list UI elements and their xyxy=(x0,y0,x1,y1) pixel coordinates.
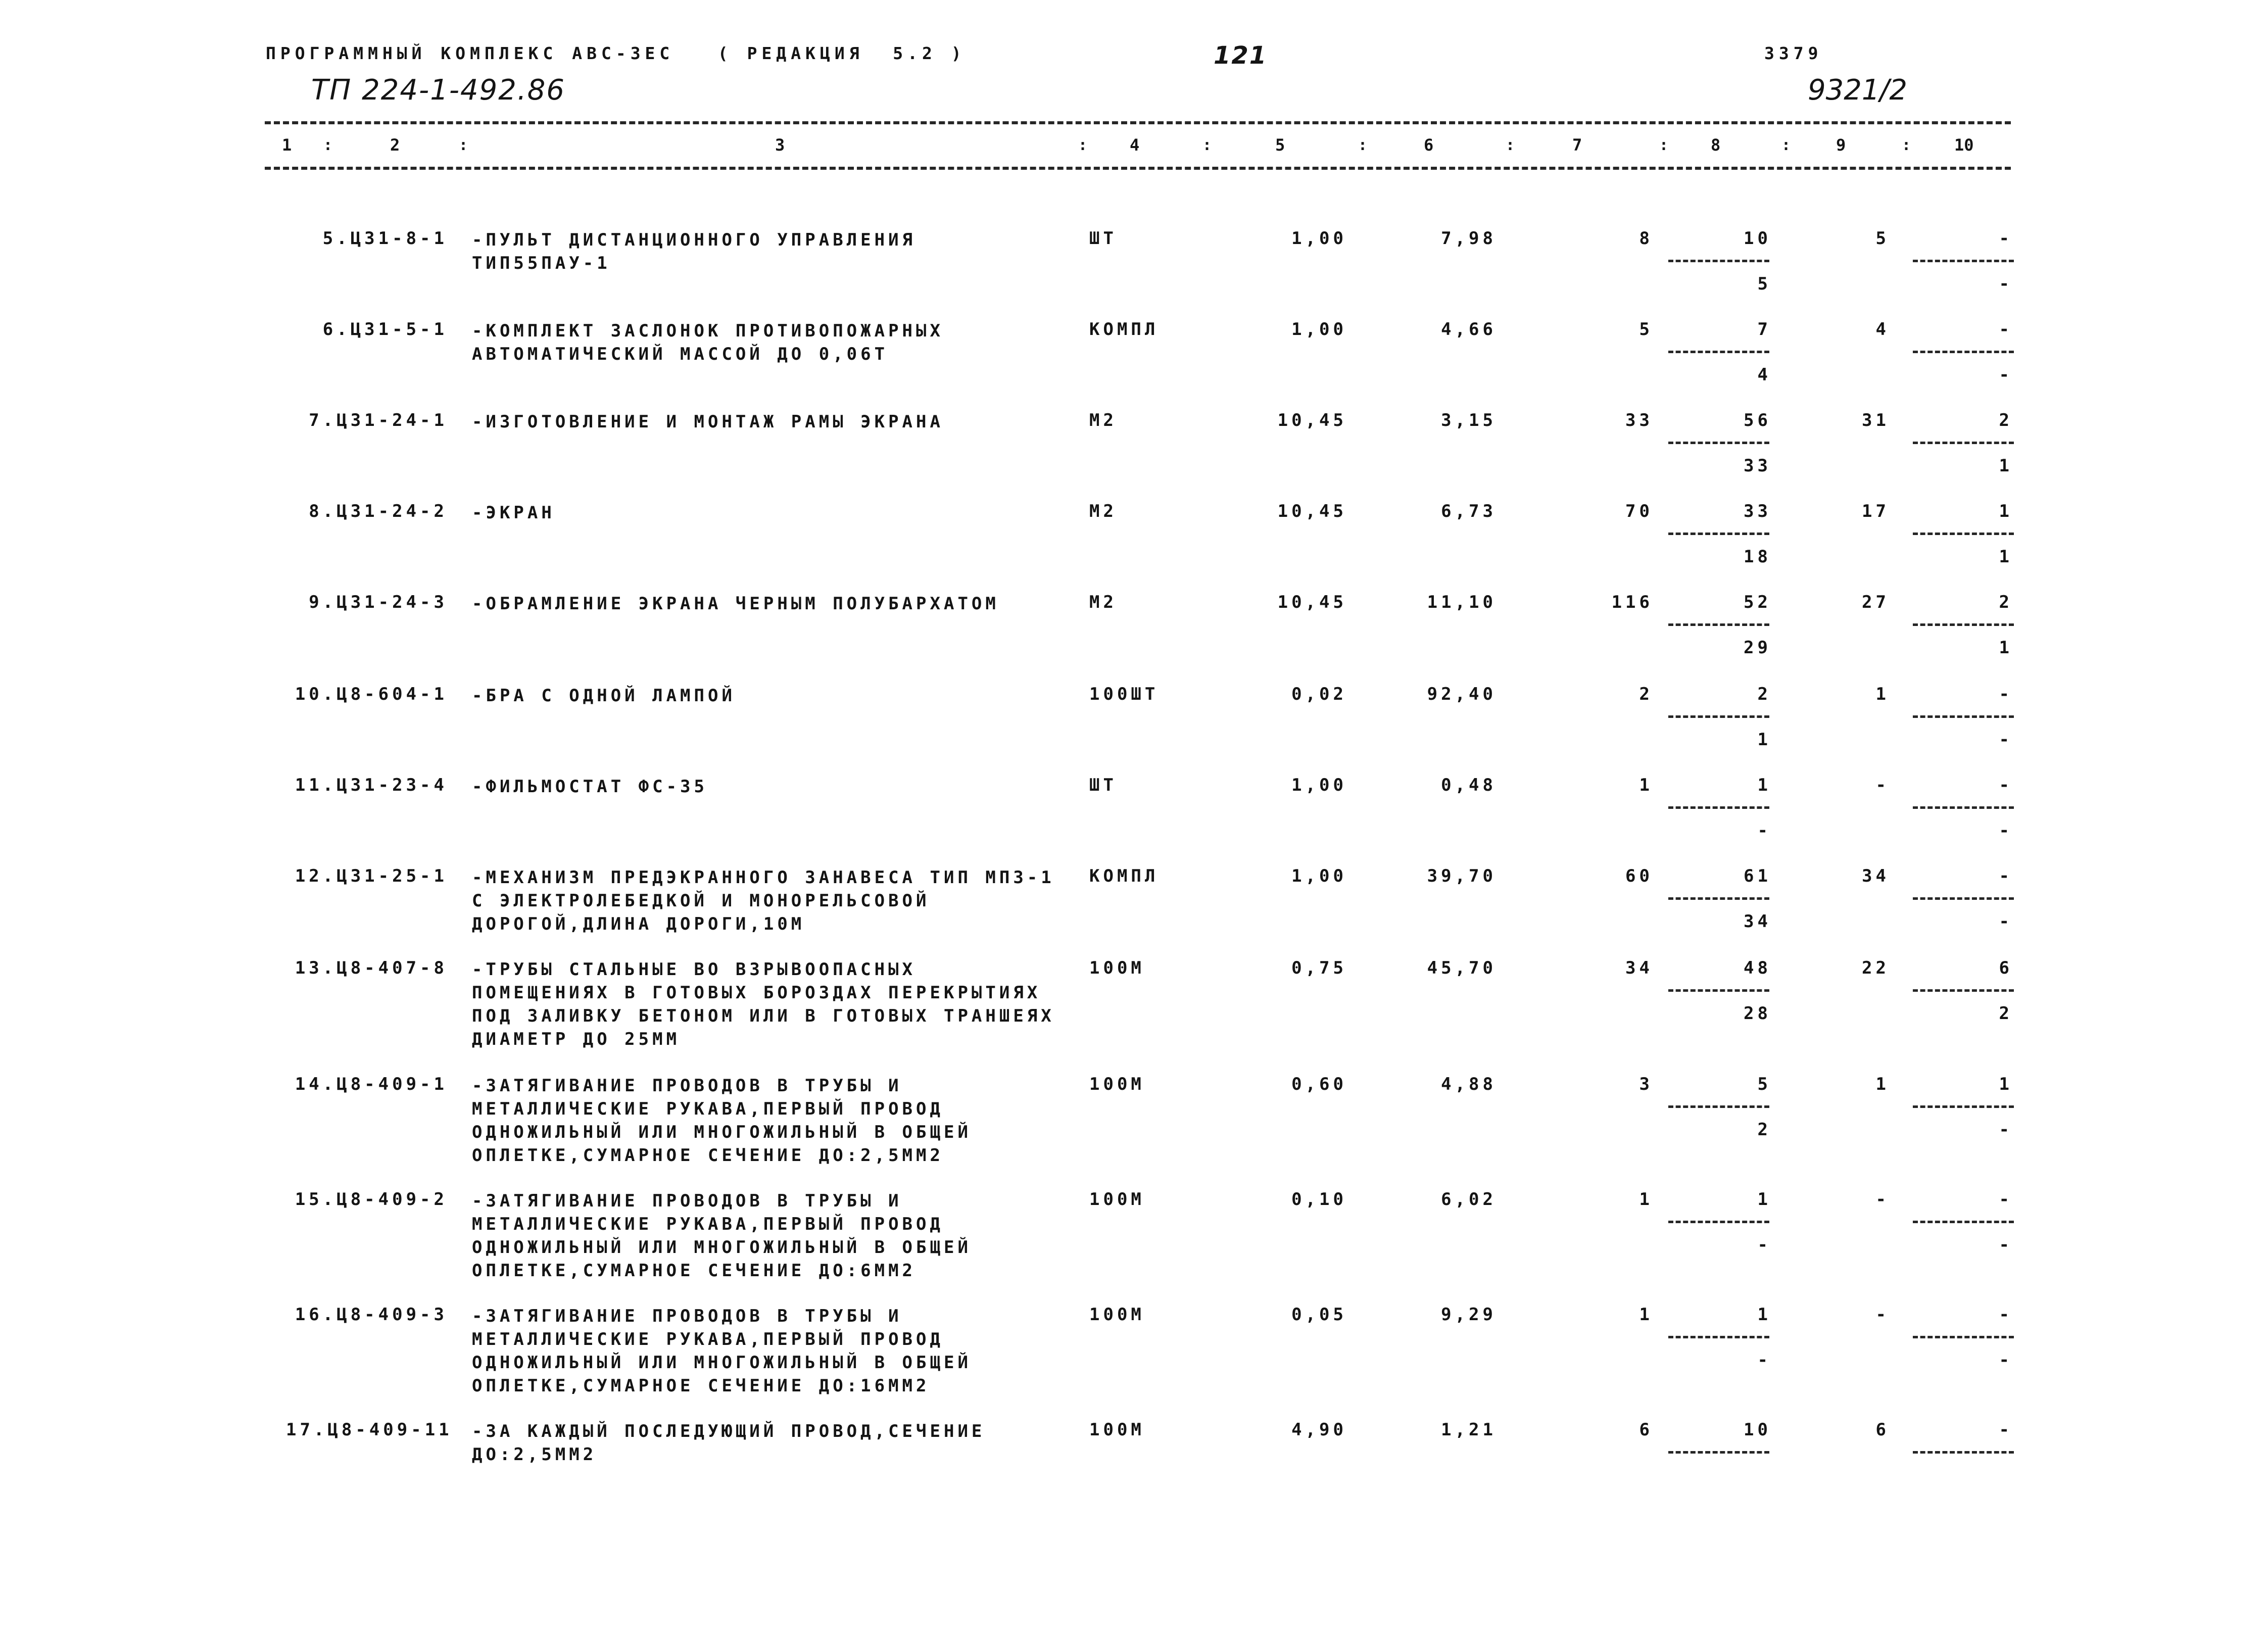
row-col9: 17 xyxy=(1862,501,1890,521)
row-total: 2 xyxy=(1639,684,1653,704)
fraction-divider xyxy=(1913,442,2014,444)
row-code: 15.Ц8-409-2 xyxy=(295,1189,448,1210)
row-quantity: 1,00 xyxy=(1291,319,1347,340)
row-quantity: 1,00 xyxy=(1291,228,1347,249)
row-col8-bottom: 29 xyxy=(1744,638,1771,658)
row-total: 70 xyxy=(1625,501,1653,521)
row-col8-top: 61 xyxy=(1744,866,1771,886)
row-name: -ИЗГОТОВЛЕНИЕ И МОНТАЖ РАМЫ ЭКРАНА xyxy=(472,412,944,432)
row-name: -ЗАТЯГИВАНИЕ ПРОВОДОВ В ТРУБЫ И МЕТАЛЛИЧЕСКИЕ РУКАВА,ПЕРВЫЙ ПРОВОД ОДНОЖИЛЬНЫЙ ИЛИ МНОГОЖИЛЬНЫЙ В ОБЩЕЙ ОПЛЕТКЕ,СУМАРНОЕ СЕЧЕНИЕ ДО:6ММ2 xyxy=(472,1191,972,1281)
row-name: -ТРУБЫ СТАЛЬНЫЕ ВО ВЗРЫВООПАСНЫХ ПОМЕЩЕНИЯХ В ГОТОВЫХ БОРОЗДАХ ПЕРЕКРЫТИЯХ ПОД ЗАЛИВКУ БЕТОНОМ ИЛИ В ГОТОВЫХ ТРАНШЕЯХ ДИАМЕТР ДО 25ММ xyxy=(472,959,1055,1049)
row-col8-bottom: 1 xyxy=(1757,730,1771,750)
fraction-divider xyxy=(1913,260,2014,262)
row-unit-cost: 9,29 xyxy=(1441,1305,1497,1325)
row-col8-top: 2 xyxy=(1757,684,1771,704)
table-top-rule xyxy=(265,121,2011,124)
row-col8-bottom: 33 xyxy=(1744,456,1771,476)
row-unit: 100М xyxy=(1089,1305,1145,1325)
fraction-divider xyxy=(1668,1451,1769,1454)
row-col8-bottom: - xyxy=(1757,1235,1771,1255)
row-total: 33 xyxy=(1625,410,1653,430)
row-code: 9.Ц31-24-3 xyxy=(309,592,448,612)
row-col10-bottom: - xyxy=(1999,274,2013,294)
row-col8-top: 10 xyxy=(1744,228,1771,249)
row-name: -ЗАТЯГИВАНИЕ ПРОВОДОВ В ТРУБЫ И МЕТАЛЛИЧЕСКИЕ РУКАВА,ПЕРВЫЙ ПРОВОД ОДНОЖИЛЬНЫЙ ИЛИ МНОГОЖИЛЬНЫЙ В ОБЩЕЙ ОПЛЕТКЕ,СУМАРНОЕ СЕЧЕНИЕ ДО:2,5ММ2 xyxy=(472,1076,972,1166)
fraction-divider xyxy=(1668,1221,1769,1223)
row-unit-cost: 0,48 xyxy=(1441,775,1497,795)
row-unit: 100М xyxy=(1089,1189,1145,1210)
row-code: 5.Ц31-8-1 xyxy=(322,228,448,249)
row-total: 3 xyxy=(1639,1074,1653,1094)
row-total: 1 xyxy=(1639,1305,1653,1325)
row-col8-top: 10 xyxy=(1744,1420,1771,1440)
fraction-divider xyxy=(1668,1336,1769,1338)
row-col10-top: - xyxy=(1999,866,2013,886)
row-unit-cost: 39,70 xyxy=(1427,866,1497,886)
row-unit-cost: 45,70 xyxy=(1427,958,1497,978)
project-designation: ТП 224-1-492.86 xyxy=(311,74,565,107)
row-name: -ЭКРАН xyxy=(472,503,555,523)
column-separator: : xyxy=(1078,136,1088,154)
column-header: 9 xyxy=(1836,135,1846,155)
row-col8-bottom: - xyxy=(1757,1350,1771,1370)
row-unit: М2 xyxy=(1089,501,1117,521)
row-col8-bottom: 28 xyxy=(1744,1003,1771,1024)
row-quantity: 10,45 xyxy=(1277,410,1347,430)
sheet-number: 9321/2 xyxy=(1808,74,1908,107)
row-col10-bottom: - xyxy=(1999,1120,2013,1140)
row-unit-cost: 7,98 xyxy=(1441,228,1497,249)
fraction-divider xyxy=(1668,1105,1769,1108)
row-code: 12.Ц31-25-1 xyxy=(295,866,448,886)
row-col9: 1 xyxy=(1875,684,1890,704)
fraction-divider xyxy=(1913,715,2014,718)
row-name: -ОБРАМЛЕНИЕ ЭКРАНА ЧЕРНЫМ ПОЛУБАРХАТОМ xyxy=(472,594,999,614)
row-col9: 6 xyxy=(1875,1420,1890,1440)
row-col8-top: 7 xyxy=(1757,319,1771,340)
row-code: 7.Ц31-24-1 xyxy=(309,410,448,430)
row-col10-top: - xyxy=(1999,319,2013,340)
row-code: 6.Ц31-5-1 xyxy=(322,319,448,340)
row-col10-bottom: 2 xyxy=(1999,1003,2013,1024)
row-code: 10.Ц8-604-1 xyxy=(295,684,448,704)
row-unit-cost: 6,73 xyxy=(1441,501,1497,521)
fraction-divider xyxy=(1668,533,1769,535)
row-col9: 5 xyxy=(1875,228,1890,249)
row-col8-top: 33 xyxy=(1744,501,1771,521)
fraction-divider xyxy=(1913,989,2014,992)
row-col8-top: 1 xyxy=(1757,1189,1771,1210)
row-code: 8.Ц31-24-2 xyxy=(309,501,448,521)
row-unit-cost: 92,40 xyxy=(1427,684,1497,704)
row-name: -ЗАТЯГИВАНИЕ ПРОВОДОВ В ТРУБЫ И МЕТАЛЛИЧЕСКИЕ РУКАВА,ПЕРВЫЙ ПРОВОД ОДНОЖИЛЬНЫЙ ИЛИ МНОГОЖИЛЬНЫЙ В ОБЩЕЙ ОПЛЕТКЕ,СУМАРНОЕ СЕЧЕНИЕ ДО:16ММ2 xyxy=(472,1306,972,1396)
row-col10-bottom: - xyxy=(1999,1350,2013,1370)
fraction-divider xyxy=(1913,806,2014,809)
row-col10-top: - xyxy=(1999,1420,2013,1440)
column-separator: : xyxy=(459,136,468,154)
row-col10-top: 2 xyxy=(1999,410,2013,430)
row-col9: 22 xyxy=(1862,958,1890,978)
row-name: -МЕХАНИЗМ ПРЕДЭКРАННОГО ЗАНАВЕСА ТИП МПЗ-1 С ЭЛЕКТРОЛЕБЕДКОЙ И МОНОРЕЛЬСОВОЙ ДОРОГОЙ,ДЛИНА ДОРОГИ,10М xyxy=(472,867,1055,934)
row-unit: 100М xyxy=(1089,1074,1145,1094)
row-code: 13.Ц8-407-8 xyxy=(295,958,448,978)
column-separator: : xyxy=(1202,136,1212,154)
row-unit: КОМПЛ xyxy=(1089,319,1159,340)
row-unit-cost: 4,88 xyxy=(1441,1074,1497,1094)
row-quantity: 0,10 xyxy=(1291,1189,1347,1210)
column-header: 6 xyxy=(1424,135,1434,155)
row-col10-top: - xyxy=(1999,228,2013,249)
column-header: 10 xyxy=(1954,135,1974,155)
row-unit-cost: 6,02 xyxy=(1441,1189,1497,1210)
row-col8-bottom: 18 xyxy=(1744,547,1771,567)
row-unit: ШТ xyxy=(1089,775,1117,795)
row-name: -ФИЛЬМОСТАТ ФС-35 xyxy=(472,777,708,797)
row-col10-bottom: - xyxy=(1999,1235,2013,1255)
row-unit-cost: 4,66 xyxy=(1441,319,1497,340)
fraction-divider xyxy=(1913,1221,2014,1223)
fraction-divider xyxy=(1913,897,2014,900)
row-col8-top: 56 xyxy=(1744,410,1771,430)
row-code: 17.Ц8-409-11 xyxy=(286,1420,453,1440)
fraction-divider xyxy=(1913,351,2014,353)
row-code: 11.Ц31-23-4 xyxy=(295,775,448,795)
fraction-divider xyxy=(1668,715,1769,718)
row-col10-top: 1 xyxy=(1999,1074,2013,1094)
column-separator: : xyxy=(1358,136,1368,154)
fraction-divider xyxy=(1668,806,1769,809)
row-col8-top: 52 xyxy=(1744,592,1771,612)
row-total: 34 xyxy=(1625,958,1653,978)
row-quantity: 0,60 xyxy=(1291,1074,1347,1094)
row-quantity: 1,00 xyxy=(1291,775,1347,795)
row-total: 5 xyxy=(1639,319,1653,340)
program-title: ПРОГРАММНЫЙ КОМПЛЕКС АВС-3ЕС ( РЕДАКЦИЯ 5.2 ) xyxy=(266,43,966,63)
row-quantity: 0,02 xyxy=(1291,684,1347,704)
table-header-rule xyxy=(265,167,2011,170)
row-col9: - xyxy=(1875,775,1890,795)
row-name: -БРА С ОДНОЙ ЛАМПОЙ xyxy=(472,686,736,706)
row-unit: М2 xyxy=(1089,410,1117,430)
row-name: -КОМПЛЕКТ ЗАСЛОНОК ПРОТИВОПОЖАРНЫХ АВТОМАТИЧЕСКИЙ МАССОЙ ДО 0,06Т xyxy=(472,321,944,364)
row-col10-top: - xyxy=(1999,775,2013,795)
row-col10-top: - xyxy=(1999,1189,2013,1210)
row-col10-bottom: - xyxy=(1999,730,2013,750)
row-unit: 100М xyxy=(1089,958,1145,978)
column-header: 3 xyxy=(775,135,785,155)
row-col8-bottom: - xyxy=(1757,820,1771,841)
row-unit-cost: 3,15 xyxy=(1441,410,1497,430)
row-col8-bottom: 5 xyxy=(1757,274,1771,294)
fraction-divider xyxy=(1668,260,1769,262)
row-quantity: 10,45 xyxy=(1277,501,1347,521)
row-col9: 4 xyxy=(1875,319,1890,340)
row-col8-bottom: 4 xyxy=(1757,365,1771,385)
row-col10-top: - xyxy=(1999,1305,2013,1325)
column-separator: : xyxy=(1781,136,1791,154)
row-unit: КОМПЛ xyxy=(1089,866,1159,886)
column-header: 2 xyxy=(390,135,400,155)
row-col9: 31 xyxy=(1862,410,1890,430)
column-header: 5 xyxy=(1275,135,1285,155)
column-header: 8 xyxy=(1711,135,1721,155)
row-total: 8 xyxy=(1639,228,1653,249)
row-col9: - xyxy=(1875,1189,1890,1210)
row-quantity: 0,75 xyxy=(1291,958,1347,978)
row-name: -ПУЛЬТ ДИСТАНЦИОННОГО УПРАВЛЕНИЯ ТИП55ПАУ-1 xyxy=(472,230,916,273)
row-quantity: 0,05 xyxy=(1291,1305,1347,1325)
fraction-divider xyxy=(1668,989,1769,992)
row-col8-bottom: 2 xyxy=(1757,1120,1771,1140)
row-total: 60 xyxy=(1625,866,1653,886)
row-total: 1 xyxy=(1639,1189,1653,1210)
row-unit: М2 xyxy=(1089,592,1117,612)
row-unit-cost: 1,21 xyxy=(1441,1420,1497,1440)
row-col10-bottom: 1 xyxy=(1999,638,2013,658)
column-header: 7 xyxy=(1572,135,1582,155)
row-col8-top: 48 xyxy=(1744,958,1771,978)
row-unit-cost: 11,10 xyxy=(1427,592,1497,612)
row-name: -ЗА КАЖДЫЙ ПОСЛЕДУЮЩИЙ ПРОВОД,СЕЧЕНИЕ ДО:2,5ММ2 xyxy=(472,1421,986,1465)
fraction-divider xyxy=(1913,533,2014,535)
row-quantity: 10,45 xyxy=(1277,592,1347,612)
row-col10-top: - xyxy=(1999,684,2013,704)
fraction-divider xyxy=(1913,1336,2014,1338)
fraction-divider xyxy=(1668,351,1769,353)
row-col9: 1 xyxy=(1875,1074,1890,1094)
row-col10-top: 1 xyxy=(1999,501,2013,521)
row-unit: ШТ xyxy=(1089,228,1117,249)
row-total: 116 xyxy=(1611,592,1653,612)
row-quantity: 1,00 xyxy=(1291,866,1347,886)
fraction-divider xyxy=(1668,442,1769,444)
row-col10-bottom: - xyxy=(1999,365,2013,385)
row-total: 6 xyxy=(1639,1420,1653,1440)
fraction-divider xyxy=(1913,1105,2014,1108)
column-separator: : xyxy=(1902,136,1911,154)
row-code: 16.Ц8-409-3 xyxy=(295,1305,448,1325)
row-code: 14.Ц8-409-1 xyxy=(295,1074,448,1094)
page-number: 121 xyxy=(1214,41,1268,70)
row-col8-bottom: 34 xyxy=(1744,911,1771,932)
row-col10-bottom: 1 xyxy=(1999,547,2013,567)
column-header: 4 xyxy=(1130,135,1140,155)
column-separator: : xyxy=(323,136,333,154)
row-col9: - xyxy=(1875,1305,1890,1325)
row-unit: 100ШТ xyxy=(1089,684,1159,704)
row-total: 1 xyxy=(1639,775,1653,795)
row-col10-top: 6 xyxy=(1999,958,2013,978)
column-separator: : xyxy=(1506,136,1515,154)
row-col9: 27 xyxy=(1862,592,1890,612)
document-code: 3379 xyxy=(1764,43,1823,63)
row-col10-top: 2 xyxy=(1999,592,2013,612)
fraction-divider xyxy=(1913,1451,2014,1454)
row-col10-bottom: - xyxy=(1999,820,2013,841)
fraction-divider xyxy=(1668,623,1769,626)
fraction-divider xyxy=(1913,623,2014,626)
row-col8-top: 5 xyxy=(1757,1074,1771,1094)
fraction-divider xyxy=(1668,897,1769,900)
row-col9: 34 xyxy=(1862,866,1890,886)
column-separator: : xyxy=(1659,136,1669,154)
column-header: 1 xyxy=(282,135,292,155)
row-col10-bottom: - xyxy=(1999,911,2013,932)
row-unit: 100М xyxy=(1089,1420,1145,1440)
row-col10-bottom: 1 xyxy=(1999,456,2013,476)
row-col8-top: 1 xyxy=(1757,1305,1771,1325)
row-col8-top: 1 xyxy=(1757,775,1771,795)
row-quantity: 4,90 xyxy=(1291,1420,1347,1440)
